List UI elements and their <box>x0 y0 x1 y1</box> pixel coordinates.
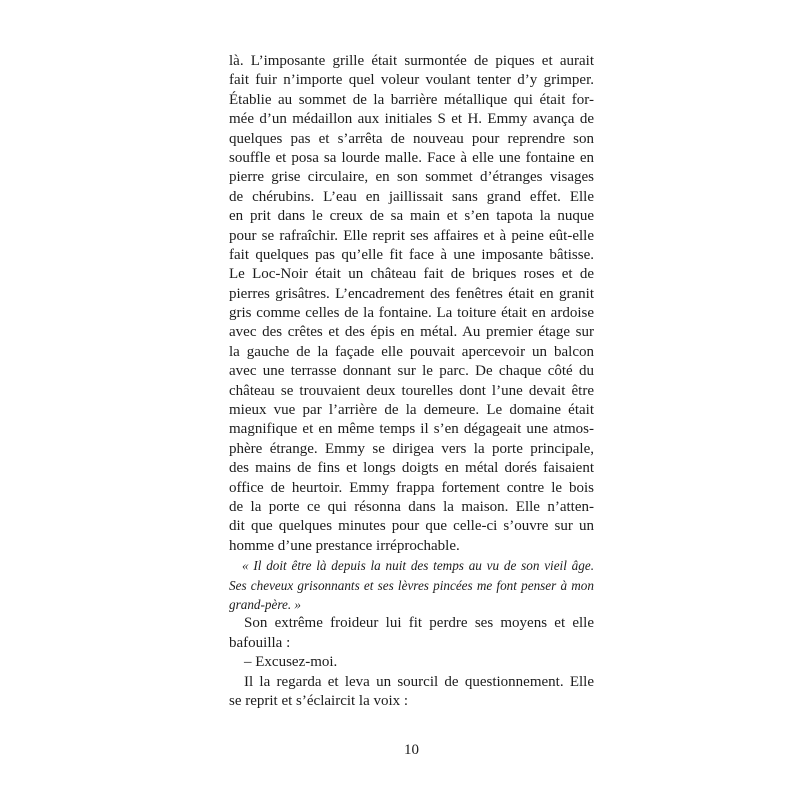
paragraph-narration <box>229 673 594 712</box>
text-line: avec une terrasse donnant sur le parc. De chaque côté du <box>229 363 594 380</box>
text-line: avec des crêtes et des épis en métal. Au premier étage sur <box>229 324 594 341</box>
text-line: mée d’un médaillon aux initiales S et H. Emmy avança de <box>229 111 594 128</box>
text-line: homme d’une prestance irréprochable. <box>229 537 460 554</box>
text-line: mieux vue par l’arrière de la demeure. Le domaine était <box>229 402 594 419</box>
paragraph-dialogue <box>229 653 594 672</box>
text-line: de la porte ce qui résonna dans la maison. Elle n’atten- <box>229 498 594 515</box>
text-line: souffle et posa sa lourde malle. Face à elle une fontaine en <box>229 149 594 166</box>
text-line: office de heurtoir. Emmy frappa fortement contre le bois <box>229 479 594 496</box>
text-line: fait quelques pas qu’elle fit face à une imposante bâtisse. <box>229 246 594 263</box>
text-line: se reprit et s’éclaircit la voix : <box>229 692 409 709</box>
text-line: dit que quelques minutes pour que celle-ci s’ouvre sur un <box>229 518 594 535</box>
text-line: pierres grisâtres. L’encadrement des fenêtres était en granit <box>229 285 594 302</box>
paragraph-narration <box>229 52 594 556</box>
text-line: grand-père. » <box>229 596 302 612</box>
text-line: là. L’imposante grille était surmontée de piques et aurait <box>229 53 594 69</box>
text-line: de chérubins. L’eau en jaillissait sans grand effet. Elle <box>229 188 594 205</box>
text-line: la gauche de la façade elle pouvait apercevoir un balcon <box>229 343 594 360</box>
text-line: quelques pas et s’arrêta de nouveau pour reprendre son <box>229 130 594 147</box>
text-line: en prit dans le creux de sa main et s’en tapota la nuque <box>229 208 594 225</box>
text-line: bafouilla : <box>229 634 291 651</box>
page-number: 10 <box>404 742 419 758</box>
text-line: pour se rafraîchir. Elle reprit ses affaires et à peine eût-elle <box>229 227 594 244</box>
text-line: des mains de fins et longs doigts en métal dorés faisaient <box>229 460 594 477</box>
text-line: château se trouvaient deux tourelles dont l’une devait être <box>229 382 594 399</box>
text-line: Son extrême froideur lui fit perdre ses moyens et elle <box>244 615 594 632</box>
text-line: Ses cheveux grisonnants et ses lèvres pincées me font penser à mon <box>229 577 594 593</box>
text-line: phère étrange. Emmy se dirigea vers la porte principale, <box>229 440 594 457</box>
body-text <box>229 52 594 711</box>
paragraph-narration <box>229 614 594 653</box>
text-line: Il la regarda et leva un sourcil de questionnement. Elle <box>244 673 594 690</box>
text-line: Établie au sommet de la barrière métallique qui était for- <box>229 91 594 108</box>
text-line: fait fuir n’importe quel voleur voulant tenter d’y grimper. <box>229 72 594 89</box>
text-line: Le Loc-Noir était un château fait de briques roses et de <box>229 266 594 283</box>
text-line: « Il doit être là depuis la nuit des temps au vu de son vieil âge. <box>242 558 594 574</box>
text-line: gris comme celles de la fontaine. La toiture était en ardoise <box>229 305 594 322</box>
text-line: pierre grise circulaire, en son sommet d’étranges visages <box>229 169 594 186</box>
paragraph-inner-thought <box>229 556 594 614</box>
text-line: magnifique et en même temps il s’en dégageait une atmos- <box>229 421 594 438</box>
text-line: – Excusez-moi. <box>244 654 338 671</box>
